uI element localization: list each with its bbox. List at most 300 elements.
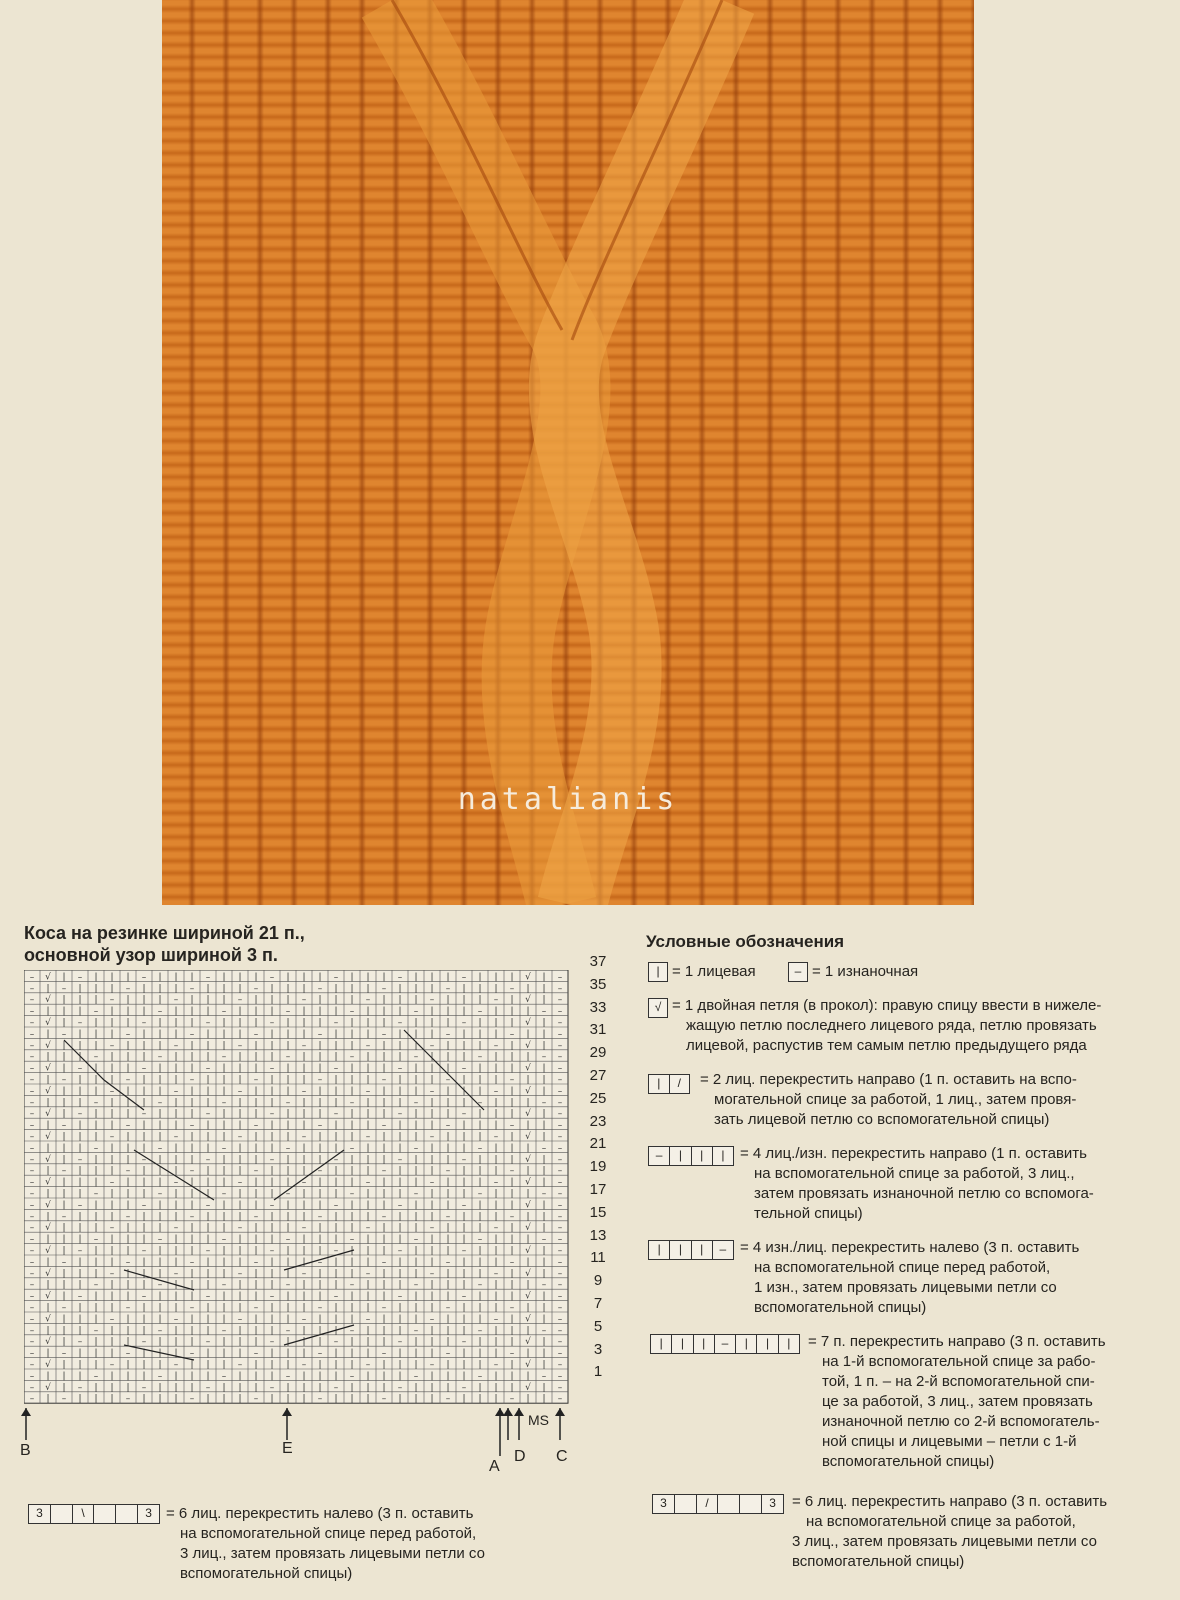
stitch-mark: | xyxy=(398,1177,402,1188)
stitch-mark: | xyxy=(382,1177,386,1188)
stitch-mark: | xyxy=(302,1280,306,1291)
stitch-mark: | xyxy=(350,1166,354,1177)
stitch-mark: | xyxy=(78,1325,82,1336)
stitch-mark: | xyxy=(62,972,66,983)
stitch-mark: – xyxy=(77,1246,83,1256)
stitch-mark: | xyxy=(46,1303,50,1313)
stitch-mark: | xyxy=(286,1063,290,1074)
stitch-mark: – xyxy=(253,983,259,994)
stitch-mark: | xyxy=(414,1029,418,1040)
stitch-mark: | xyxy=(110,1371,114,1382)
stitch-mark: – xyxy=(557,1337,563,1348)
stitch-mark: – xyxy=(125,1303,131,1313)
stitch-mark: | xyxy=(126,1154,130,1165)
stitch-mark: | xyxy=(510,1177,514,1188)
stitch-mark: | xyxy=(238,1006,242,1017)
stitch-mark: – xyxy=(477,1280,483,1291)
stitch-mark: | xyxy=(302,1200,306,1211)
stitch-mark: | xyxy=(366,1018,370,1028)
stitch-mark: | xyxy=(494,1006,498,1017)
stitch-mark: | xyxy=(142,1075,146,1085)
stitch-mark: | xyxy=(318,1371,322,1382)
stitch-mark: – xyxy=(413,1189,419,1199)
stitch-mark: | xyxy=(222,1314,226,1325)
row-number: 35 xyxy=(589,975,607,993)
stitch-mark: – xyxy=(493,1086,499,1097)
stitch-mark: – xyxy=(269,1200,275,1211)
stitch-mark: | xyxy=(542,1029,546,1040)
stitch-mark: – xyxy=(557,1029,563,1040)
stitch-mark: | xyxy=(398,1120,402,1131)
stitch-mark: – xyxy=(557,1234,563,1245)
stitch-mark: | xyxy=(366,1109,370,1120)
stitch-mark: | xyxy=(462,1348,466,1359)
stitch-mark: – xyxy=(221,1371,227,1382)
stitch-mark: | xyxy=(46,1394,50,1405)
stitch-mark: | xyxy=(158,1303,162,1313)
stitch-mark: | xyxy=(510,972,514,983)
stitch-mark: | xyxy=(78,983,82,994)
stitch-mark: – xyxy=(477,1189,483,1199)
stitch-mark: | xyxy=(190,972,194,983)
stitch-mark: – xyxy=(557,1371,563,1382)
stitch-mark: | xyxy=(238,1075,242,1085)
stitch-mark: | xyxy=(302,1348,306,1359)
stitch-mark: | xyxy=(334,1394,338,1405)
stitch-mark: – xyxy=(509,1348,515,1359)
stitch-mark: | xyxy=(462,1143,466,1154)
stitch-mark: | xyxy=(462,1086,466,1097)
stitch-mark: | xyxy=(190,995,194,1006)
legend-cross4l xyxy=(740,1238,1079,1318)
stitch-mark: | xyxy=(142,1268,146,1279)
stitch-mark: | xyxy=(94,1086,98,1097)
stitch-mark: | xyxy=(414,1348,418,1359)
stitch-mark: | xyxy=(158,1120,162,1131)
stitch-mark: – xyxy=(509,1257,515,1268)
stitch-mark: | xyxy=(126,1291,130,1302)
marker-a: A xyxy=(489,1458,500,1475)
stitch-mark: | xyxy=(446,1109,450,1120)
stitch-mark: | xyxy=(318,1143,322,1154)
stitch-mark: | xyxy=(206,1132,210,1142)
stitch-mark: | xyxy=(158,1154,162,1165)
stitch-mark: – xyxy=(29,1109,35,1120)
stitch-mark: | xyxy=(318,1325,322,1336)
stitch-mark: – xyxy=(317,1166,323,1177)
stitch-mark: | xyxy=(78,1075,82,1085)
stitch-mark: | xyxy=(494,1257,498,1268)
stitch-mark: – xyxy=(333,972,339,983)
stitch-mark: | xyxy=(462,1006,466,1017)
stitch-mark: – xyxy=(237,1040,243,1051)
stitch-mark: | xyxy=(46,1143,50,1154)
stitch-mark: | xyxy=(142,1143,146,1154)
stitch-mark: – xyxy=(29,1257,35,1268)
legend-double-stitch-line1: = 1 двойная петля (в прокол): правую спицу ввести в нижеле- xyxy=(672,997,1102,1014)
stitch-mark: | xyxy=(382,1246,386,1256)
stitch-mark: | xyxy=(542,1257,546,1268)
stitch-mark: √ xyxy=(525,1040,531,1051)
stitch-mark: | xyxy=(366,1394,370,1405)
stitch-mark: | xyxy=(158,1132,162,1142)
stitch-mark: | xyxy=(270,1166,274,1177)
legend-cross4r-line2: на вспомогательной спице за работой, 3 лиц., xyxy=(754,1165,1075,1182)
stitch-mark: – xyxy=(381,1120,387,1131)
stitch-mark: – xyxy=(493,1268,499,1279)
stitch-mark: √ xyxy=(525,995,531,1006)
stitch-mark: | xyxy=(190,1360,194,1370)
stitch-mark: | xyxy=(286,1029,290,1040)
stitch-mark: | xyxy=(46,1211,50,1222)
legend-cross7-line3: той, 1 п. – на 2-й вспомогательной спи- xyxy=(822,1373,1095,1390)
stitch-mark: | xyxy=(478,1109,482,1120)
stitch-mark: | xyxy=(62,995,66,1006)
stitch-mark: | xyxy=(302,1371,306,1382)
stitch-mark: | xyxy=(62,1063,66,1074)
stitch-mark: | xyxy=(334,1325,338,1336)
stitch-mark: – xyxy=(301,1177,307,1188)
stitch-mark: | xyxy=(222,1291,226,1302)
stitch-mark: – xyxy=(109,1086,115,1097)
stitch-mark: | xyxy=(446,1006,450,1017)
stitch-mark: | xyxy=(62,1143,66,1154)
stitch-mark: | xyxy=(510,1063,514,1074)
stitch-mark: | xyxy=(398,1303,402,1313)
stitch-mark: | xyxy=(142,1211,146,1222)
stitch-mark: | xyxy=(206,1040,210,1051)
stitch-mark: | xyxy=(174,1303,178,1313)
stitch-mark: | xyxy=(446,995,450,1006)
stitch-mark: – xyxy=(221,1097,227,1108)
stitch-mark: | xyxy=(190,1018,194,1028)
stitch-mark: | xyxy=(110,1246,114,1256)
stitch-mark: | xyxy=(206,983,210,994)
stitch-mark: | xyxy=(398,995,402,1006)
stitch-mark: | xyxy=(350,1246,354,1256)
stitch-mark: | xyxy=(126,1360,130,1370)
stitch-mark: – xyxy=(29,1029,35,1040)
stitch-mark: | xyxy=(414,1109,418,1120)
stitch-mark: – xyxy=(445,1075,451,1085)
stitch-mark: | xyxy=(446,1268,450,1279)
stitch-mark: – xyxy=(333,1382,339,1393)
stitch-mark: | xyxy=(462,1166,466,1177)
row-number: 29 xyxy=(589,1044,607,1062)
stitch-mark: | xyxy=(542,1246,546,1256)
stitch-mark: | xyxy=(238,1029,242,1040)
stitch-mark: – xyxy=(493,1314,499,1325)
stitch-mark: | xyxy=(302,1303,306,1313)
stitch-mark: – xyxy=(445,1348,451,1359)
stitch-mark: | xyxy=(78,1006,82,1017)
stitch-mark: | xyxy=(382,1189,386,1199)
stitch-mark: | xyxy=(414,1018,418,1028)
stitch-mark: | xyxy=(542,1040,546,1051)
stitch-mark: | xyxy=(542,1132,546,1142)
stitch-mark: – xyxy=(381,1075,387,1085)
stitch-mark: | xyxy=(110,1189,114,1199)
stitch-mark: √ xyxy=(45,1246,51,1256)
stitch-mark: | xyxy=(110,1325,114,1336)
stitch-mark: | xyxy=(238,1143,242,1154)
stitch-mark: | xyxy=(190,1154,194,1165)
stitch-mark: – xyxy=(109,1177,115,1188)
stitch-mark: | xyxy=(430,1052,434,1063)
stitch-mark: – xyxy=(381,1348,387,1359)
stitch-mark: √ xyxy=(525,1382,531,1393)
stitch-mark: – xyxy=(365,1223,371,1234)
stitch-mark: – xyxy=(317,1257,323,1268)
stitch-mark: | xyxy=(382,995,386,1006)
stitch-mark: | xyxy=(446,1052,450,1063)
stitch-mark: – xyxy=(285,1280,291,1291)
stitch-mark: | xyxy=(318,1018,322,1028)
stitch-mark: – xyxy=(253,1394,259,1405)
stitch-mark: | xyxy=(78,1303,82,1313)
stitch-mark: – xyxy=(109,1040,115,1051)
stitch-mark: – xyxy=(29,1314,35,1325)
stitch-mark: | xyxy=(142,1029,146,1040)
stitch-mark: | xyxy=(190,1291,194,1302)
stitch-mark: | xyxy=(494,1246,498,1256)
stitch-mark: | xyxy=(158,983,162,994)
stitch-mark: | xyxy=(478,1154,482,1165)
stitch-mark: | xyxy=(302,1166,306,1177)
stitch-mark: – xyxy=(429,995,435,1006)
stitch-mark: – xyxy=(253,1348,259,1359)
stitch-mark: | xyxy=(126,1018,130,1028)
stitch-mark: | xyxy=(62,1360,66,1370)
stitch-mark: | xyxy=(206,1086,210,1097)
stitch-mark: – xyxy=(413,1143,419,1154)
stitch-mark: – xyxy=(365,1314,371,1325)
legend-cross4l-line3: 1 изн., затем провязать лицевыми петли со xyxy=(754,1279,1057,1296)
stitch-mark: | xyxy=(62,1189,66,1199)
stitch-mark: | xyxy=(302,983,306,994)
stitch-mark: | xyxy=(174,1029,178,1040)
row-number: 25 xyxy=(589,1089,607,1107)
stitch-mark: – xyxy=(429,1268,435,1279)
stitch-mark: | xyxy=(398,1052,402,1063)
stitch-mark: – xyxy=(429,1360,435,1370)
stitch-mark: | xyxy=(414,1291,418,1302)
stitch-mark: – xyxy=(461,972,467,983)
stitch-mark: – xyxy=(429,1086,435,1097)
stitch-mark: | xyxy=(526,1143,530,1154)
stitch-mark: | xyxy=(270,1360,274,1370)
stitch-mark: | xyxy=(238,1303,242,1313)
cross6r-symbol: 3 / 3 xyxy=(652,1494,784,1514)
stitch-mark: | xyxy=(334,1143,338,1154)
stitch-mark: – xyxy=(413,1006,419,1017)
stitch-mark: | xyxy=(174,1291,178,1302)
stitch-mark: | xyxy=(158,1314,162,1325)
stitch-mark: √ xyxy=(45,1154,51,1165)
stitch-mark: | xyxy=(222,1063,226,1074)
stitch-mark: | xyxy=(286,1291,290,1302)
stitch-mark: | xyxy=(478,1246,482,1256)
legend-cross6l xyxy=(166,1504,485,1584)
stitch-mark: | xyxy=(110,1291,114,1302)
stitch-mark: | xyxy=(318,972,322,983)
stitch-mark: | xyxy=(542,1177,546,1188)
marker-arrow-head xyxy=(282,1408,292,1416)
stitch-mark: – xyxy=(205,1382,211,1393)
stitch-mark: | xyxy=(110,1097,114,1108)
stitch-mark: – xyxy=(509,1029,515,1040)
stitch-mark: | xyxy=(494,1075,498,1085)
stitch-mark: √ xyxy=(525,1223,531,1234)
stitch-mark: √ xyxy=(45,1063,51,1074)
stitch-mark: | xyxy=(414,1120,418,1131)
stitch-mark: | xyxy=(510,1223,514,1234)
stitch-mark: | xyxy=(286,1394,290,1405)
stitch-mark: | xyxy=(350,1337,354,1348)
stitch-mark: – xyxy=(349,1143,355,1154)
stitch-mark: | xyxy=(382,1040,386,1051)
stitch-mark: | xyxy=(430,1109,434,1120)
stitch-mark: | xyxy=(270,1040,274,1051)
stitch-mark: | xyxy=(78,1189,82,1199)
stitch-mark: | xyxy=(62,1325,66,1336)
stitch-mark: | xyxy=(126,1109,130,1120)
stitch-mark: | xyxy=(286,1268,290,1279)
stitch-mark: | xyxy=(158,1360,162,1370)
stitch-mark: | xyxy=(366,1246,370,1256)
row-number: 9 xyxy=(593,1272,603,1290)
stitch-mark: – xyxy=(461,1018,467,1028)
stitch-mark: | xyxy=(270,1223,274,1234)
stitch-mark: | xyxy=(206,1360,210,1370)
stitch-mark: | xyxy=(62,1223,66,1234)
stitch-mark: | xyxy=(238,1246,242,1256)
stitch-mark: | xyxy=(350,1223,354,1234)
stitch-mark: – xyxy=(461,1154,467,1165)
stitch-mark: √ xyxy=(45,1360,51,1370)
row-number: 5 xyxy=(593,1317,603,1335)
stitch-mark: | xyxy=(462,983,466,994)
stitch-mark: | xyxy=(318,1200,322,1211)
stitch-mark: | xyxy=(398,983,402,994)
stitch-mark: √ xyxy=(45,1109,51,1120)
stitch-mark: | xyxy=(318,1360,322,1370)
marker-arrow-head xyxy=(555,1408,565,1416)
stitch-mark: | xyxy=(366,1280,370,1291)
stitch-mark: | xyxy=(190,1234,194,1245)
stitch-mark: – xyxy=(557,1360,563,1370)
stitch-mark: | xyxy=(494,1154,498,1165)
stitch-mark: | xyxy=(94,1154,98,1165)
stitch-mark: | xyxy=(286,1348,290,1359)
stitch-mark: √ xyxy=(45,1177,51,1188)
stitch-mark: | xyxy=(110,1348,114,1359)
stitch-mark: | xyxy=(366,1189,370,1199)
stitch-mark: – xyxy=(77,972,83,983)
stitch-mark: | xyxy=(238,1348,242,1359)
stitch-mark: | xyxy=(510,1291,514,1302)
stitch-mark: – xyxy=(269,1246,275,1256)
row-number: 7 xyxy=(593,1295,603,1312)
stitch-mark: | xyxy=(222,1132,226,1142)
stitch-mark: – xyxy=(333,1291,339,1302)
stitch-mark: | xyxy=(94,972,98,983)
stitch-mark: | xyxy=(334,1189,338,1199)
stitch-mark: – xyxy=(541,1052,547,1063)
stitch-mark: | xyxy=(478,1063,482,1074)
stitch-mark: | xyxy=(206,1303,210,1313)
stitch-mark: – xyxy=(29,1337,35,1348)
stitch-mark: | xyxy=(334,1029,338,1040)
stitch-mark: | xyxy=(94,1314,98,1325)
stitch-mark: | xyxy=(398,1268,402,1279)
stitch-mark: – xyxy=(429,1132,435,1142)
legend-cross4r xyxy=(740,1144,1094,1224)
stitch-mark: – xyxy=(29,1166,35,1177)
legend-cross7 xyxy=(808,1332,1106,1472)
stitch-mark: | xyxy=(430,1075,434,1085)
stitch-mark: – xyxy=(29,1132,35,1142)
stitch-mark: | xyxy=(382,1018,386,1028)
stitch-mark: | xyxy=(382,1154,386,1165)
stitch-mark: | xyxy=(286,1382,290,1393)
stitch-mark: – xyxy=(253,1029,259,1040)
stitch-mark: | xyxy=(334,1360,338,1370)
row-number: 33 xyxy=(589,998,607,1016)
stitch-mark: | xyxy=(446,1223,450,1234)
stitch-mark: | xyxy=(142,1394,146,1405)
stitch-mark: | xyxy=(462,1360,466,1370)
stitch-mark: | xyxy=(286,1075,290,1085)
stitch-mark: | xyxy=(526,1280,530,1291)
stitch-mark: | xyxy=(430,1006,434,1017)
stitch-mark: | xyxy=(222,1120,226,1131)
stitch-mark: | xyxy=(510,1006,514,1017)
stitch-mark: – xyxy=(29,1200,35,1211)
stitch-mark: | xyxy=(78,1052,82,1063)
stitch-mark: | xyxy=(222,1166,226,1177)
stitch-mark: | xyxy=(366,1200,370,1211)
stitch-mark: – xyxy=(109,995,115,1006)
stitch-mark: | xyxy=(254,1052,258,1063)
stitch-mark: | xyxy=(302,1097,306,1108)
stitch-mark: – xyxy=(509,1303,515,1313)
stitch-mark: | xyxy=(366,1075,370,1085)
stitch-mark: | xyxy=(78,1132,82,1142)
stitch-mark: – xyxy=(205,1337,211,1348)
stitch-mark: | xyxy=(46,1325,50,1336)
stitch-mark: | xyxy=(78,1280,82,1291)
stitch-mark: | xyxy=(126,1006,130,1017)
stitch-mark: | xyxy=(382,1268,386,1279)
stitch-mark: √ xyxy=(45,1086,51,1097)
stitch-mark: | xyxy=(238,1200,242,1211)
legend-cross6r-line1: = 6 лиц. перекрестить направо (3 п. оставить xyxy=(792,1493,1108,1510)
stitch-mark: | xyxy=(542,1109,546,1120)
stitch-mark: | xyxy=(190,1052,194,1063)
stitch-mark: | xyxy=(62,1006,66,1017)
stitch-mark: | xyxy=(478,1211,482,1222)
legend-cross6r-line3: 3 лиц., затем провязать лицевыми петли со xyxy=(792,1533,1097,1550)
stitch-mark: | xyxy=(62,1154,66,1165)
stitch-mark: | xyxy=(254,1177,258,1188)
stitch-mark: – xyxy=(29,1325,35,1336)
stitch-mark: | xyxy=(542,1348,546,1359)
stitch-mark: | xyxy=(78,1166,82,1177)
stitch-mark: | xyxy=(78,1234,82,1245)
stitch-mark: | xyxy=(174,1006,178,1017)
stitch-mark: – xyxy=(125,1211,131,1222)
